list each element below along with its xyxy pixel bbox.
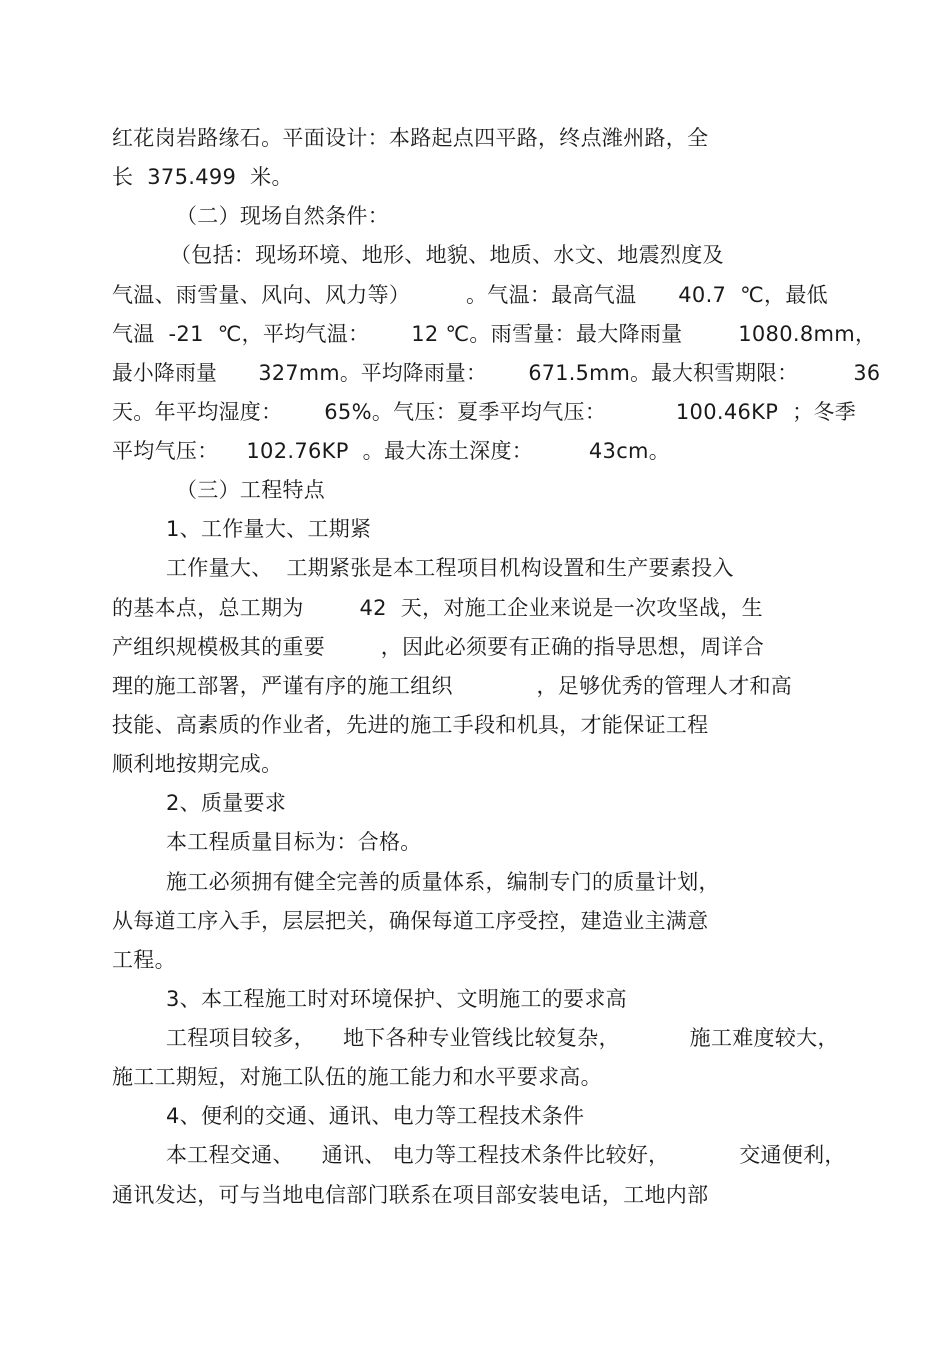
text-line: 长 375.499 米。: [112, 165, 293, 189]
subsection-heading: 2、质量要求: [166, 791, 287, 815]
text-line: 的基本点，总工期为 42 天，对施工企业来说是一次攻坚战，生: [112, 596, 763, 620]
text-line: 产组织规模极其的重要 ，因此必须要有正确的指导思想，周详合: [112, 635, 765, 659]
text-line: 从每道工序入手，层层把关，确保每道工序受控，建造业主满意: [112, 909, 709, 933]
text-line: 工作量大、 工期紧张是本工程项目机构设置和生产要素投入: [166, 556, 734, 580]
section-heading: （三）工程特点: [176, 478, 326, 502]
subsection-heading: 3、本工程施工时对环境保护、文明施工的要求高: [166, 987, 627, 1011]
text-line: 通讯发达，可与当地电信部门联系在项目部安装电话，工地内部: [112, 1183, 709, 1207]
section-heading: （二）现场自然条件：: [176, 204, 389, 228]
text-line: 本工程质量目标为：合格。: [166, 830, 422, 854]
text-line: 工程。: [112, 948, 176, 972]
text-line: 天。年平均湿度： 65%。气压：夏季平均气压： 100.46KP ；冬季: [112, 400, 857, 424]
text-line: 技能、高素质的作业者，先进的施工手段和机具，才能保证工程: [112, 713, 709, 737]
text-line: 最小降雨量 327mm。平均降雨量： 671.5mm。最大积雪期限： 36: [112, 361, 881, 385]
text-line: 本工程交通、 通讯、 电力等工程技术条件比较好， 交通便利，: [166, 1143, 846, 1167]
text-line: 施工工期短，对施工队伍的施工能力和水平要求高。: [112, 1065, 602, 1089]
text-line: 工程项目较多， 地下各种专业管线比较复杂， 施工难度较大，: [166, 1026, 839, 1050]
text-line: 气温 -21 ℃，平均气温： 12 ℃。雨雪量：最大降雨量 1080.8mm，: [112, 322, 877, 346]
text-line: 施工必须拥有健全完善的质量体系，编制专门的质量计划，: [166, 870, 720, 894]
text-line: （包括：现场环境、地形、地貌、地质、水文、地震烈度及: [170, 243, 724, 267]
text-line: 理的施工部署，严谨有序的施工组织 ，足够优秀的管理人才和高: [112, 674, 793, 698]
text-line: 红花岗岩路缘石。平面设计：本路起点四平路，终点潍州路，全: [112, 126, 709, 150]
subsection-heading: 4、便利的交通、通讯、电力等工程技术条件: [166, 1104, 585, 1128]
text-line: 气温、雨雪量、风向、风力等） 。气温：最高气温 40.7 ℃，最低: [112, 283, 828, 307]
subsection-heading: 1、工作量大、工期紧: [166, 517, 372, 541]
text-line: 顺利地按期完成。: [112, 752, 283, 776]
text-line: 平均气压： 102.76KP 。最大冻土深度： 43cm。: [112, 439, 671, 463]
